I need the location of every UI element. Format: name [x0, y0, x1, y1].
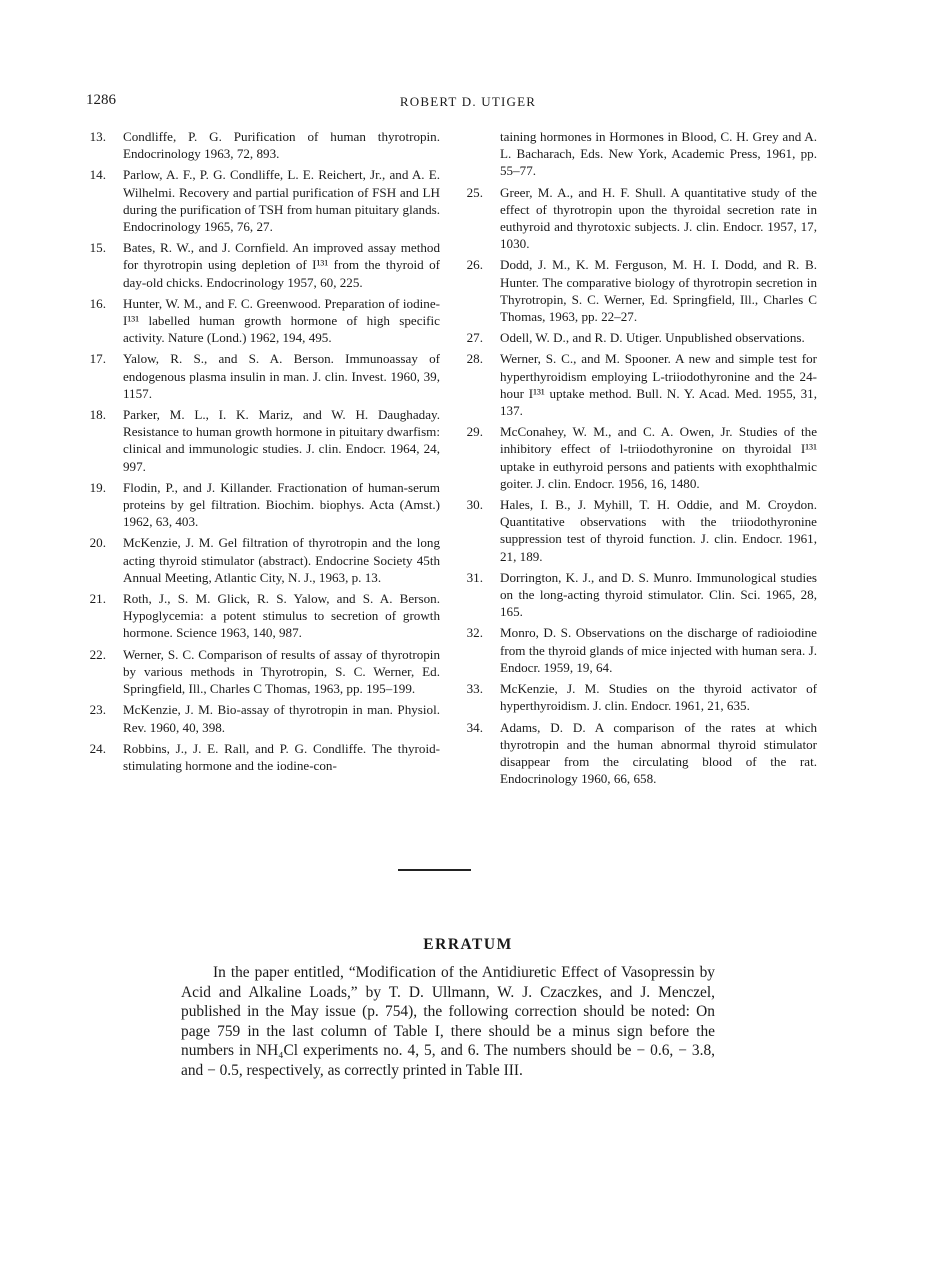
reference-item — [461, 719, 817, 788]
references-right-column — [461, 128, 817, 791]
reference-item — [84, 350, 440, 402]
reference-text: Dodd, J. M., K. M. Ferguson, M. H. I. Dodd, and R. B. Hunter. The comparative biology of thyrotropin secretion in Thyrotropin, S. C. Werner, Ed. Springfield, Ill., Charles C Thomas, 1963, pp. 22–27. — [500, 257, 817, 325]
reference-continuation — [461, 128, 817, 180]
reference-text: Condliffe, P. G. Purification of human thyrotropin. Endocrinology 1963, 72, 893. — [123, 129, 440, 162]
reference-item — [461, 569, 817, 621]
erratum-paragraph: In the paper entitled, “Modification of the Antidiuretic Effect of Vasopressin by Acid and Alkaline Loads,” by T. D. Ullmann, W. J. Czaczkes, and J. Menczel, published in the May issue (p. 754), the following correction should be noted: On page 759 in the last column of Table I, there should be a minus sign before the numbers in NH₄Cl experiments no. 4, 5, and 6. The numbers should be − 0.6, − 3.8, and − 0.5, respectively, as correctly printed in Table III. — [181, 964, 715, 1079]
reference-number: 24 . — [84, 740, 106, 757]
reference-number: 21 . — [84, 590, 106, 607]
reference-number: 27 . — [461, 329, 483, 346]
reference-text: Flodin, P., and J. Killander. Fractionation of human-serum proteins by gel filtration. Biochim. biophys. Acta (Amst.) 1962, 63, 403. — [123, 479, 440, 530]
reference-item — [461, 624, 817, 676]
reference-number: 26 . — [461, 256, 483, 273]
reference-text: Adams, D. D. A comparison of the rates at which thyrotropin and the human abnormal thyroid stimulator disappear from the circulating blood of the rat. Endocrinology 1960, 66, 658. — [500, 719, 817, 787]
reference-number: 30 . — [461, 496, 483, 513]
reference-text: Bates, R. W., and J. Cornfield. An improved assay method for thyrotropin using depletion of I¹³¹ from the thyroid of day-old chicks. Endocrinology 1957, 60, 225. — [123, 240, 440, 290]
reference-number: 14 . — [84, 166, 106, 183]
reference-text: Hales, I. B., J. Myhill, T. H. Oddie, and M. Croydon. Quantitative observations with the triiodothyronine suppression test of thyroid function. J. clin. Endocr. 1961, 21, 189. — [500, 497, 817, 564]
reference-item — [84, 646, 440, 698]
reference-text: Dorrington, K. J., and D. S. Munro. Immunological studies on the long-acting thyroid stimulator. Clin. Sci. 1965, 28, 165. — [500, 569, 817, 620]
reference-number: 18 . — [84, 406, 106, 423]
reference-item — [84, 740, 440, 774]
reference-text: Werner, S. C., and M. Spooner. A new and simple test for hyperthyroidism employing L-triiodothyronine and the 24-hour I¹³¹ uptake method. Bull. N. Y. Acad. Med. 1955, 31, 137. — [500, 351, 817, 419]
reference-number: 20 . — [84, 534, 106, 551]
reference-number: 23 . — [84, 701, 106, 718]
reference-number: 15 . — [84, 239, 106, 256]
reference-text: Yalow, R. S., and S. A. Berson. Immunoassay of endogenous plasma insulin in man. J. clin. Invest. 1960, 39, 1157. — [123, 351, 440, 401]
reference-item — [84, 534, 440, 586]
reference-text: McKenzie, J. M. Gel filtration of thyrotropin and the long acting thyroid stimulator (abstract). Endocrine Society 45th Annual Meeting, Atlantic City, N. J., 1963, p. 13. — [123, 535, 440, 585]
reference-number: 13 . — [84, 128, 106, 145]
reference-item — [461, 329, 817, 346]
reference-item — [84, 166, 440, 235]
reference-text: taining hormones in Hormones in Blood, C. H. Grey and A. L. Bacharach, Eds. New York, Academic Press, 1961, pp. 55–77. — [500, 129, 817, 179]
reference-item — [461, 256, 817, 325]
references-left-column — [84, 128, 440, 778]
reference-number: 19 . — [84, 479, 106, 496]
reference-text: Odell, W. D., and R. D. Utiger. Unpublished observations. — [500, 330, 805, 346]
reference-item — [84, 406, 440, 475]
section-divider — [398, 869, 471, 871]
erratum-body — [181, 963, 715, 1081]
reference-text: Parlow, A. F., P. G. Condliffe, L. E. Reichert, Jr., and A. E. Wilhelmi. Recovery and partial purification of FSH and LH during the purification of TSH from human pituitary glands. Endocrinology 1965, 76, 27. — [123, 167, 440, 235]
reference-item — [461, 496, 817, 565]
page-number: 1286 — [86, 92, 116, 108]
reference-number: 33 . — [461, 680, 483, 697]
reference-item — [461, 423, 817, 492]
reference-text: Roth, J., S. M. Glick, R. S. Yalow, and S. A. Berson. Hypoglycemia: a potent stimulus to secretion of growth hormone. Science 1963, 140, 987. — [123, 591, 440, 641]
reference-text: McKenzie, J. M. Bio-assay of thyrotropin in man. Physiol. Rev. 1960, 40, 398. — [123, 702, 440, 735]
reference-text: Monro, D. S. Observations on the discharge of radioiodine from the thyroid glands of mice injected with human sera. J. Endocr. 1959, 19, 64. — [500, 625, 817, 675]
reference-number: 25 . — [461, 184, 483, 201]
reference-text: McKenzie, J. M. Studies on the thyroid activator of hyperthyroidism. J. clin. Endocr. 1961, 21, 635. — [500, 681, 817, 714]
reference-item — [84, 479, 440, 531]
reference-text: Werner, S. C. Comparison of results of assay of thyrotropin by various methods in Thyrotropin, S. C. Werner, Ed. Springfield, Ill., Charles C Thomas, 1963, pp. 195–199. — [123, 646, 440, 697]
reference-item — [84, 701, 440, 735]
reference-item — [84, 590, 440, 642]
reference-text: McConahey, W. M., and C. A. Owen, Jr. Studies of the inhibitory effect of l-triiodothyronine on thyroidal I¹³¹ uptake in euthyroid persons and patients with exophthalmic goiter. J. clin. Endocr. 1956, 16, 1480. — [500, 424, 817, 491]
reference-item — [461, 184, 817, 253]
running-head: ROBERT D. UTIGER — [399, 94, 537, 109]
reference-item — [84, 295, 440, 347]
erratum-title: ERRATUM — [423, 936, 513, 953]
reference-number: 32 . — [461, 624, 483, 641]
reference-number: 28 . — [461, 350, 483, 367]
reference-number: 31 . — [461, 569, 483, 586]
reference-number: 29 . — [461, 423, 483, 440]
reference-number: 22 . — [84, 646, 106, 663]
reference-item — [84, 128, 440, 162]
reference-item — [461, 350, 817, 419]
reference-text: Parker, M. L., I. K. Mariz, and W. H. Daughaday. Resistance to human growth hormone in pituitary dwarfism: clinical and immunologic studies. J. clin. Endocr. 1964, 24, 997. — [123, 407, 440, 474]
reference-text: Hunter, W. M., and F. C. Greenwood. Preparation of iodine-I¹³¹ labelled human growth hormone of high specific activity. Nature (Lond.) 1962, 194, 495. — [123, 295, 440, 346]
reference-number: 34 . — [461, 719, 483, 736]
reference-item — [461, 680, 817, 714]
reference-number: 17 . — [84, 350, 106, 367]
reference-number: 16 . — [84, 295, 106, 312]
reference-text: Greer, M. A., and H. F. Shull. A quantitative study of the effect of thyrotropin upon the thyroidal secretion rate in euthyroid and thyrotoxic subjects. J. clin. Endocr. 1957, 17, 1030. — [500, 184, 817, 252]
reference-item — [84, 239, 440, 291]
reference-text: Robbins, J., J. E. Rall, and P. G. Condliffe. The thyroid-stimulating hormone and the iodine-con- — [123, 740, 440, 773]
